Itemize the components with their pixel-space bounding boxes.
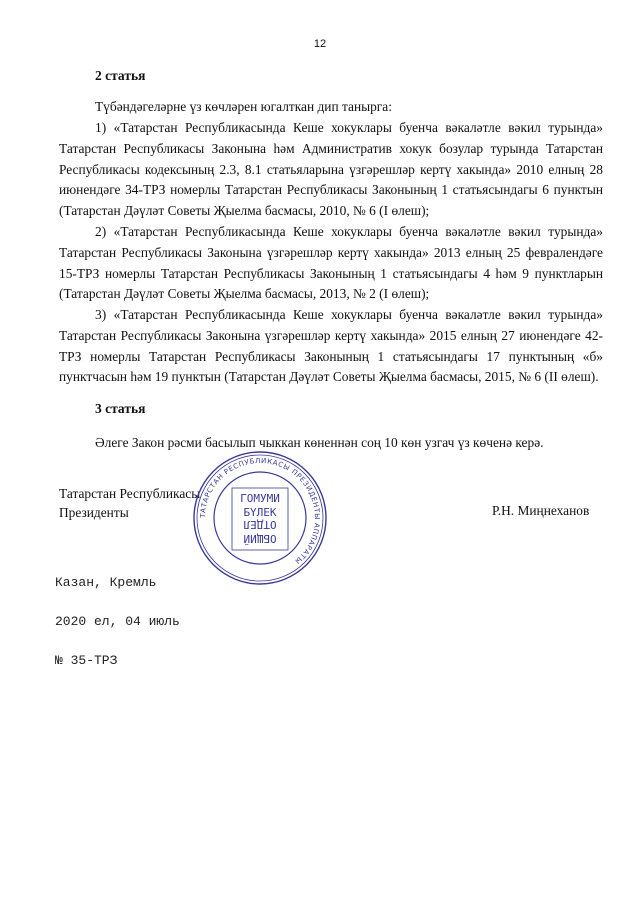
article-2-item-1: 1) «Татарстан Республикасында Кеше хокуклары буенча вәкаләтле вәкил турында» Татарстан Республикасы Законына һәм Административ хокук бозулар турында Татарстан Республикасы кодексының 2.3, 8.1 статьяларына үзгәрешләр кертү хакында» 2010 елның 28 июнендәге 34-ТРЗ номерлы Татарстан Республикасы Законының 1 статьясындагы 6 пунктын (Татарстан Дәүләт Советы Җыелма басмасы, 2010, № 6 (I өлеш); — [59, 120, 603, 219]
signature-position-line-2: Президенты — [59, 505, 129, 520]
stamp-line-3: ОТДЕЛ — [243, 518, 277, 531]
registry-number: № 35-ТРЗ — [55, 653, 118, 668]
signature-position — [59, 484, 200, 522]
stamp-ring-text: ТАТАРСТАН РЕСПУБЛИКАСЫ ПРЕЗИДЕНТЫ АППАРАТЫ — [198, 456, 322, 566]
registry-place: Казан, Кремль — [55, 575, 157, 590]
stamp-line-2: БҮЛЕК — [243, 506, 277, 519]
article-2-intro: Түбәндәгеләрне үз көчләрен югалткан дип танырга: — [95, 99, 392, 114]
stamp-line-4: ОБЩИЙ — [243, 532, 277, 545]
signature-name: Р.Н. Миңнеханов — [492, 503, 590, 518]
page-number: 12 — [313, 38, 327, 50]
stamp-line-1: ГОМУМИ — [240, 492, 280, 505]
registry-date: 2020 ел, 04 июль — [55, 614, 180, 629]
article-3-heading: 3 статья — [95, 401, 146, 416]
registry-block — [55, 550, 180, 680]
signature-position-line-1: Татарстан Республикасы — [59, 486, 201, 501]
article-2-item-2: 2) «Татарстан Республикасында Кеше хокуклары буенча вәкаләтле вәкил турында» Татарстан Республикасы Законына үзгәрешләр кертү хакында» 2013 елның 25 февралендәге 15-ТРЗ номерлы Татарстан Республикасы Законының 1 статьясындагы 4 һәм 9 пунктларын (Татарстан Дәүләт Советы Җыелма басмасы, 2013, № 2 (I өлеш); — [59, 224, 603, 302]
article-3-text: Әлеге Закон рәсми басылып чыккан көненнән соң 10 көн узгач үз көченә керә. — [95, 435, 544, 450]
official-stamp — [192, 450, 328, 586]
article-2-heading: 2 статья — [95, 68, 146, 83]
article-2-item-3: 3) «Татарстан Республикасында Кеше хокуклары буенча вәкаләтле вәкил турында» Татарстан Республикасы Законына үзгәрешләр кертү хакында» 2015 елның 27 июнендәге 42-ТРЗ номерлы Татарстан Республикасы Законының 1 статьясындагы 17 пунктының «б» пунктчасын һәм 19 пунктын (Татарстан Дәүләт Советы Җыелма басмасы, 2015, № 6 (II өлеш). — [59, 307, 603, 385]
